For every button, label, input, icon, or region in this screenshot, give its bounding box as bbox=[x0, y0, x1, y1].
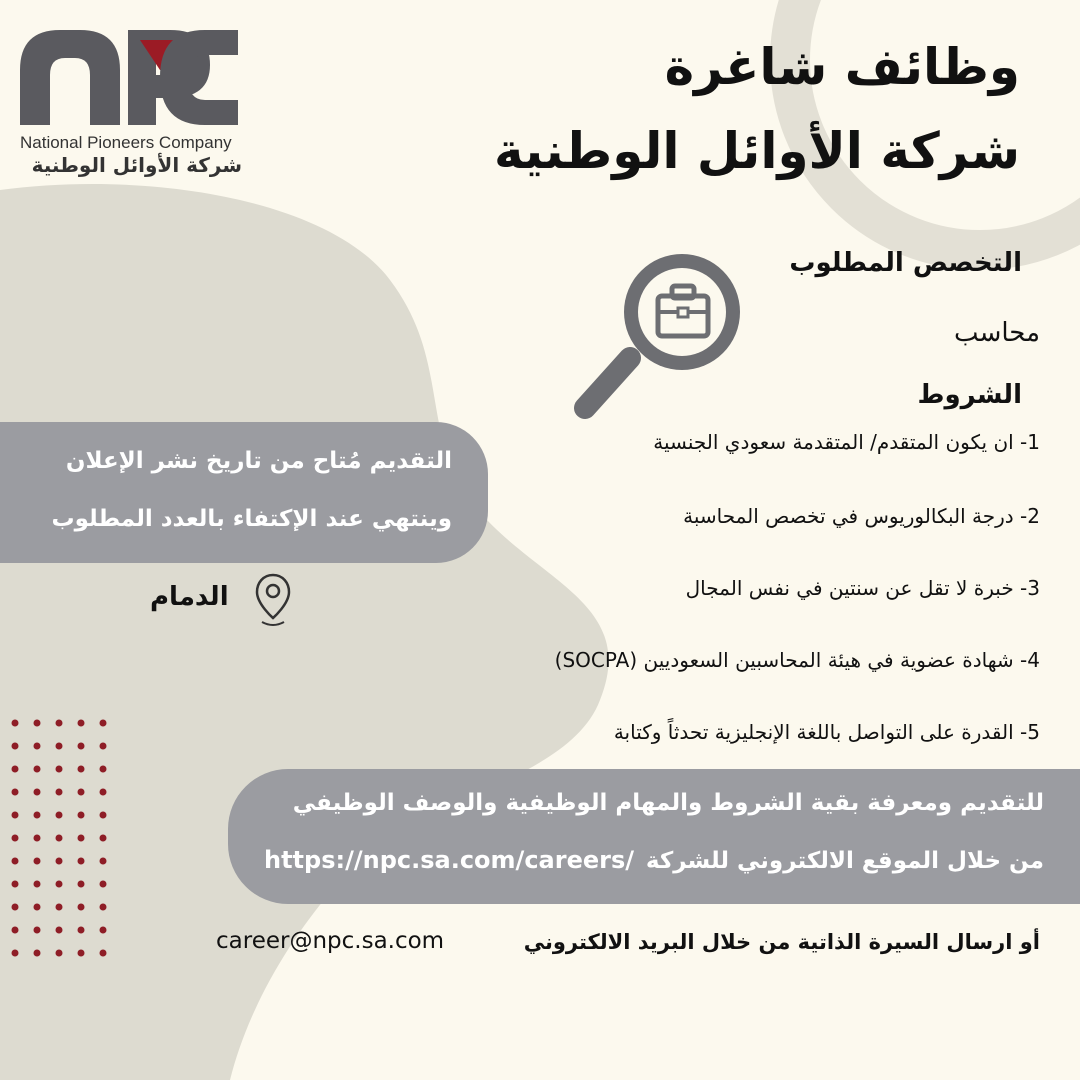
application-period-line2: وينتهي عند الإكتفاء بالعدد المطلوب bbox=[51, 506, 452, 532]
logo-arabic-name: شركة الأوائل الوطنية bbox=[31, 153, 242, 177]
conditions-heading: الشروط bbox=[917, 380, 1022, 410]
condition-item: 5- القدرة على التواصل باللغة الإنجليزية تحدثاً وكتابة bbox=[613, 720, 1040, 744]
decorative-dots bbox=[10, 718, 110, 978]
location-pin-icon bbox=[254, 572, 292, 628]
condition-item: 1- ان يكون المتقدم/ المتقدمة سعودي الجنسية bbox=[653, 430, 1040, 454]
email-instructions: أو ارسال السيرة الذاتية من خلال البريد الالكتروني bbox=[523, 930, 1040, 954]
condition-item: 3- خبرة لا تقل عن سنتين في نفس المجال bbox=[685, 576, 1040, 600]
apply-instructions-line1: للتقديم ومعرفة بقية الشروط والمهام الوظيفية والوصف الوظيفي bbox=[292, 790, 1044, 816]
location-city: الدمام bbox=[150, 582, 229, 612]
logo-english-name: National Pioneers Company bbox=[20, 133, 232, 152]
apply-instructions-line2: من خلال الموقع الالكتروني للشركة bbox=[645, 848, 1044, 874]
page-title: وظائف شاغرة bbox=[664, 38, 1020, 96]
company-logo bbox=[20, 30, 245, 177]
condition-item: 2- درجة البكالوريوس في تخصص المحاسبة bbox=[683, 504, 1040, 528]
company-name-title: شركة الأوائل الوطنية bbox=[494, 122, 1020, 180]
careers-email-link[interactable]: career@npc.sa.com bbox=[216, 928, 445, 954]
application-period-banner bbox=[0, 422, 488, 563]
condition-item: 4- شهادة عضوية في هيئة المحاسبين السعوديين (SOCPA) bbox=[554, 648, 1040, 672]
job-search-magnifier-icon bbox=[560, 250, 760, 430]
careers-url-link[interactable]: https://npc.sa.com/careers/ bbox=[264, 846, 635, 874]
specialization-value: محاسب bbox=[954, 318, 1040, 348]
application-period-line1: التقديم مُتاح من تاريخ نشر الإعلان bbox=[65, 448, 452, 474]
npc-logo-mark bbox=[20, 30, 240, 125]
specialization-heading: التخصص المطلوب bbox=[789, 248, 1022, 278]
